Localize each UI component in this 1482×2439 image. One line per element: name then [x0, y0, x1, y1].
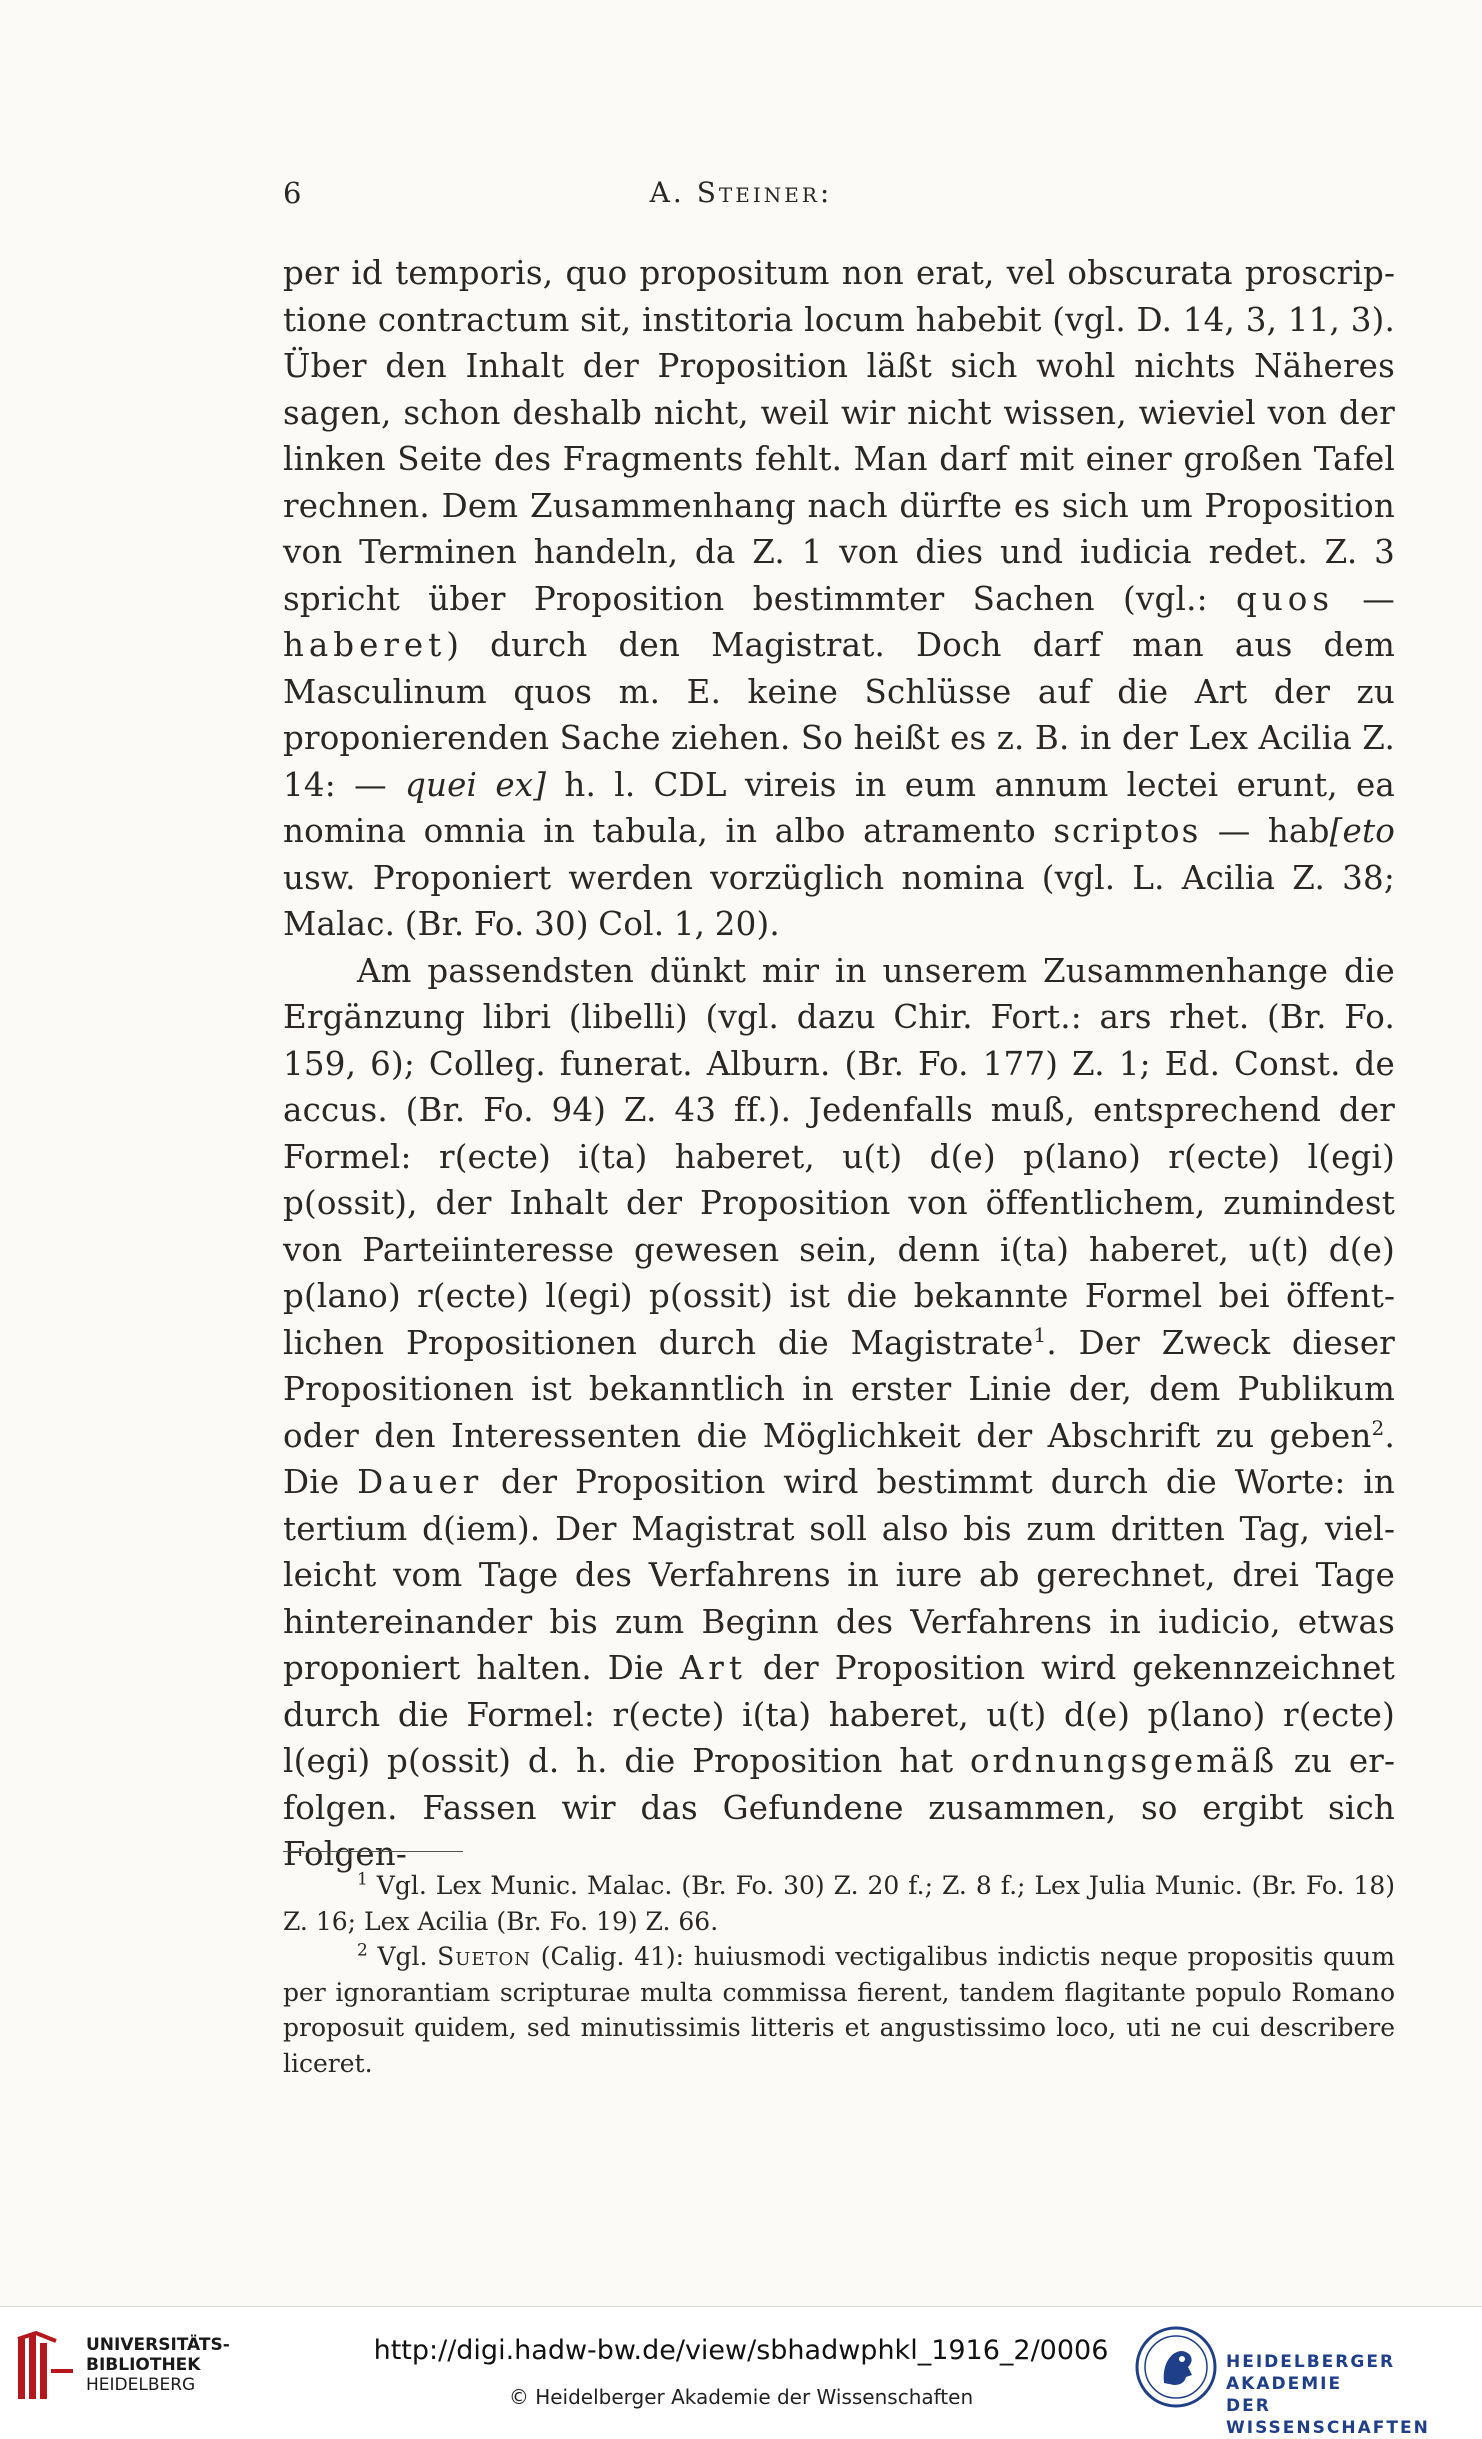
text-run: der Proposition wird bestimmt durch die Worte: in tertium d(iem). Der Magistrat soll also bis zum dritten Tag, vielleicht vom Tage des Verfahrens in iure ab gerechnet, drei Tage hintereinander bis zum Beginn des Verfahrens in iudicio, etwas proponiert halten. Die — [283, 1463, 1395, 1687]
spaced-word: scriptos — [1053, 812, 1201, 850]
spaced-word: Art — [679, 1649, 747, 1687]
running-title: A. Steiner: — [649, 176, 833, 209]
paragraph-1 — [283, 250, 1395, 948]
text-run: . Die — [283, 1416, 1395, 1501]
footnote-text: Vgl. Lex Munic. Malac. (Br. Fo. 30) Z. 20 f.; Z. 8 f.; Lex Julia Munic. (Br. Fo. 18) Z. 16; Lex Acilia (Br. Fo. 19) Z. 66. — [283, 1871, 1395, 1936]
text-run: usw. Proponiert werden vorzüglich nomina (vgl. L. Acilia Z. 38; Malac. (Br. Fo. 30) Col. 1, 20). — [283, 858, 1395, 943]
academy-line: HEIDELBERGER AKADEMIE — [1226, 2352, 1396, 2394]
italic-word: [eto — [1329, 812, 1395, 850]
spaced-word: haberet — [283, 626, 447, 664]
academy-seal-icon — [1134, 2325, 1218, 2409]
copyright-notice: © Heidelberger Akademie der Wissenschaften — [508, 2385, 974, 2409]
academy-logo-text — [1226, 2351, 1464, 2439]
author-name: Sueton — [437, 1942, 532, 1971]
text-run: zu erfolgen. Fassen wir das Gefundene zusammen, so ergibt sich Folgen- — [283, 1742, 1395, 1873]
footnote-mark: 1 — [357, 1869, 368, 1890]
body-text — [283, 250, 1395, 1878]
running-head — [0, 176, 1482, 216]
text-run: . Der Zweck dieser Propositionen ist bekanntlich in erster Linie der, dem Publikum oder den Interessenten die Möglichkeit der Abschrift zu geben — [283, 1323, 1395, 1455]
text-run: per id temporis, quo propositum non erat, vel obscurata proscriptione contractum sit, institoria locum habebit (vgl. D. 14, 3, 11, 3). Über den Inhalt der Proposition läßt sich wohl nichts Näheres sagen, schon deshalb nicht, weil wir nicht wissen, wieviel von der linken Seite des Fragments fehlt. Man darf mit einer großen Tafel rechnen. Dem Zusammenhang nach dürfte es sich um Proposition von Terminen handeln, da Z. 1 von dies und iudicia redet. Z. 3 spricht über Proposition bestimmter Sachen (vgl.: — [283, 254, 1395, 618]
italic-word: quei ex] — [404, 765, 547, 804]
footnote-rule — [283, 1851, 463, 1852]
viewer-footer — [0, 2306, 1482, 2438]
ub-line: UNIVERSITÄTS- — [86, 2335, 230, 2355]
text-run: Am passendsten dünkt mir in unserem Zusammenhange die Ergänzung libri (libelli) (vgl. dazu Chir. Fort.: ars rhet. (Br. Fo. 159, 6); Colleg. funerat. Alburn. (Br. Fo. 177) Z. 1; Ed. Const. de accus. (Br. Fo. 94) Z. 43 ff.). Jedenfalls muß, entsprechend der Formel: r(ecte) i(ta) haberet, u(t) d(e) p(lano) r(ecte) l(egi) p(ossit), der Inhalt der Proposition von öffentlichem, zumindest von Parteiinteresse gewesen sein, denn i(ta) haberet, u(t) d(e) p(lano) r(ecte) l(egi) p(ossit) ist die bekannte Formel bei öffentlichen Propositionen durch die Magistrate — [283, 951, 1395, 1362]
footnote-2 — [283, 1939, 1395, 2081]
footnotes — [283, 1868, 1395, 2081]
ub-line: BIBLIOTHEK — [86, 2355, 201, 2375]
spaced-word: Dauer — [357, 1463, 484, 1501]
spaced-word: quos — [1236, 579, 1335, 618]
footnote-text: (Calig. 41): huiusmodi vectigalibus indictis neque propositis quum per ignorantiam scripturae multa commissa fierent, tandem flagitante populo Romano proposuit quidem, sed minutissimis litteris et angustissimo loco, uti ne cui describere liceret. — [283, 1942, 1395, 2078]
spaced-word: ordnungsgemäß — [969, 1742, 1278, 1780]
text-run: der Proposition wird gekennzeichnet durch die Formel: r(ecte) i(ta) haberet, u(t) d(e) p(lano) r(ecte) l(egi) p(ossit) d. h. die Proposition hat — [283, 1649, 1395, 1780]
ub-line: HEIDELBERG — [86, 2375, 196, 2395]
academy-line: DER WISSENSCHAFTEN — [1226, 2396, 1430, 2438]
academy-logo[interactable] — [1134, 2325, 1464, 2438]
footnote-1 — [283, 1868, 1395, 1939]
text-run: — hab — [1200, 812, 1330, 850]
footnote-text: Vgl. — [367, 1942, 438, 1971]
page-number: 6 — [283, 176, 303, 210]
footnote-ref: 2 — [1371, 1415, 1385, 1440]
paragraph-2 — [283, 948, 1395, 1878]
text-run: h. l. CDL vireis in eum annum lectei erunt, ea nomina omnia in tabula, in albo atramento — [283, 765, 1395, 850]
permalink-url[interactable]: http://digi.hadw-bw.de/view/sbhadwphkl_1916_2/0006 — [373, 2335, 1109, 2366]
text-run: ) durch den Magistrat. Doch darf man aus dem Masculinum quos m. E. keine Schlüsse auf die Art der zu proponierenden Sache ziehen. So heißt es z. B. in der Lex Acilia Z. 14: — — [283, 626, 1395, 804]
footnote-ref: 1 — [1033, 1322, 1047, 1347]
text-run: — — [1334, 579, 1395, 618]
footnote-mark: 2 — [357, 1940, 368, 1961]
